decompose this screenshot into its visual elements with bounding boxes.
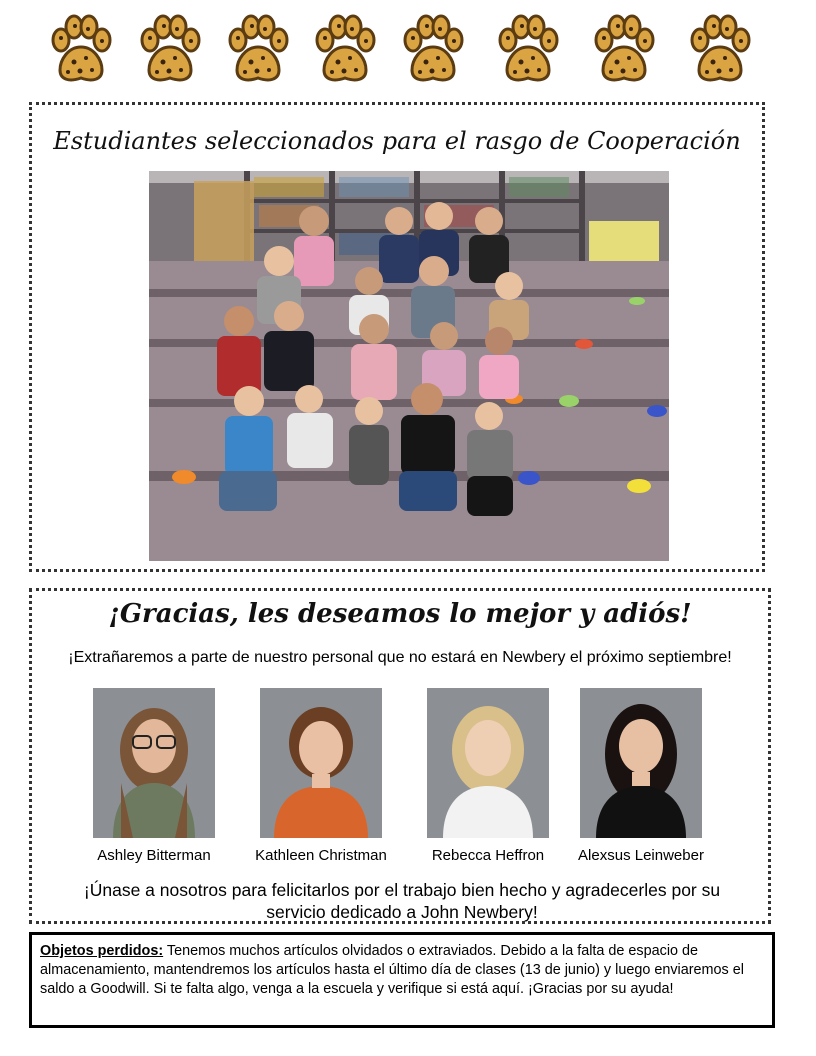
staff-name: Rebecca Heffron — [431, 847, 545, 864]
staff-portrait — [427, 688, 549, 838]
staff-portrait — [93, 688, 215, 838]
paw-print-icon — [225, 14, 291, 86]
staff-name: Alexsus Leinweber — [578, 847, 704, 864]
paw-print-icon — [137, 14, 203, 86]
staff-name: Kathleen Christman — [255, 847, 387, 864]
cooperation-title: Estudiantes seleccionados para el rasgo de Cooperación — [53, 127, 741, 155]
farewell-subtitle: ¡Extrañaremos a parte de nuestro personal que no estará en Newbery el próximo septiembre! — [68, 649, 732, 666]
lost-found-text: Tenemos muchos artículos olvidados o extraviados. Debido a la falta de espacio de almacenamiento, mantendremos los artículos hasta el último día de clases (13 de junio) y luego enviaremos el saldo a Goodwill. Si te falta algo, venga a la escuela y verifique si está aquí. ¡Gracias por su ayuda! — [40, 943, 744, 997]
staff-name: Ashley Bitterman — [97, 847, 211, 864]
paw-print-banner — [0, 14, 816, 88]
paw-print-icon — [591, 14, 657, 86]
group-photo — [149, 171, 669, 561]
staff-portrait — [260, 688, 382, 838]
lost-found-notice — [29, 932, 775, 1028]
farewell-closing: ¡Únase a nosotros para felicitarlos por el trabajo bien hecho y agradecerles por su servicio dedicado a John Newbery! — [83, 880, 721, 922]
paw-print-icon — [48, 14, 114, 86]
paw-print-icon — [495, 14, 561, 86]
lost-found-label: Objetos perdidos: — [40, 943, 164, 959]
staff-portrait — [580, 688, 702, 838]
cooperation-section — [29, 102, 765, 572]
farewell-title: ¡Gracias, les deseamos lo mejor y adiós! — [108, 599, 692, 629]
paw-print-icon — [312, 14, 378, 86]
paw-print-icon — [400, 14, 466, 86]
paw-print-icon — [687, 14, 753, 86]
farewell-section — [29, 588, 771, 924]
